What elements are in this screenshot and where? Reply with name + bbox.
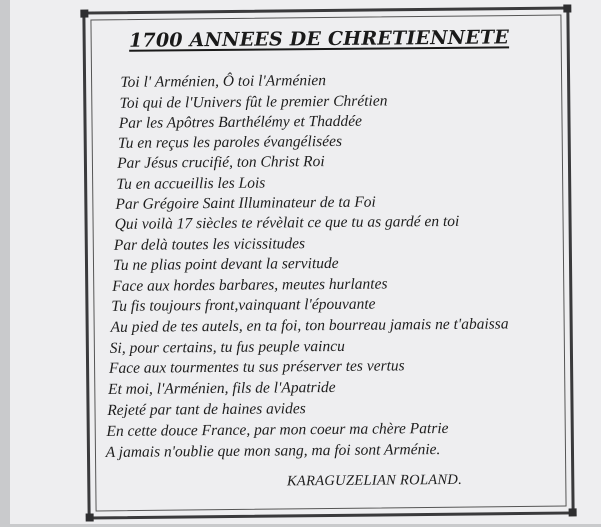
poem-line: Face aux hordes barbares, meutes hurlantes bbox=[112, 275, 388, 295]
poem-line: Tu fis toujours front,vainquant l'épouvante bbox=[111, 295, 376, 315]
poem-title: 1700 ANNEES DE CHRETIENNETE bbox=[128, 26, 510, 52]
poem-line: Au pied de tes autels, en ta foi, ton bourreau jamais ne t'abaissa bbox=[110, 315, 509, 336]
poem-line: En cette douce France, par mon coeur ma chère Patrie bbox=[106, 419, 449, 440]
poem-line: Tu en accueillis les Lois bbox=[116, 174, 266, 193]
poem-line: A jamais n'oublie que mon sang, ma foi sont Arménie. bbox=[105, 441, 441, 461]
poem-line: Par Jésus crucifié, ton Christ Roi bbox=[117, 153, 325, 172]
author-signature: KARAGUZELIAN ROLAND. bbox=[286, 471, 463, 490]
poem-line: Toi l' Arménien, Ô toi l'Arménien bbox=[120, 72, 327, 91]
poem-line: Toi qui de l'Univers fût le premier Chrétien bbox=[119, 92, 388, 112]
poem-line: Face aux tourmentes tu sus préserver tes vertus bbox=[108, 357, 405, 377]
poem-line: Tu en reçus les paroles évangélisées bbox=[117, 132, 343, 152]
poem-line: Par les Apôtres Barthélémy et Thaddée bbox=[118, 112, 363, 132]
poem-line: Par Grégoire Saint Illuminateur de ta Foi bbox=[115, 193, 376, 213]
poem-line: Tu ne plias point devant la servitude bbox=[112, 254, 339, 274]
poem-line: Si, pour certains, tu fus peuple vaincu bbox=[109, 337, 345, 357]
poem-line: Rejeté par tant de haines avides bbox=[107, 400, 306, 419]
poem-line: Et moi, l'Arménien, fils de l'Apatride bbox=[108, 378, 336, 398]
poem-line: Par delà toutes les vicissitudes bbox=[113, 235, 306, 254]
poem-line: Qui voilà 17 siècles te révèlait ce que tu as gardé en toi bbox=[114, 212, 460, 233]
